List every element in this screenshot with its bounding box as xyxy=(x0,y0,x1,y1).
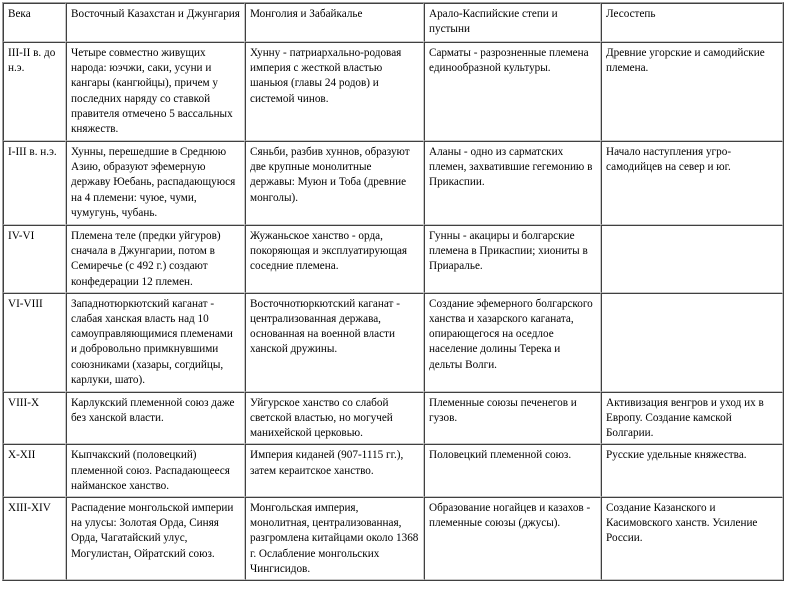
cell-aral-caspian: Гунны - акациры и болгарские племена в Прикаспии; хиониты в Приаралье. xyxy=(424,225,601,293)
cell-century: VI-VIII xyxy=(3,293,66,392)
cell-century: III-II в. до н.э. xyxy=(3,42,66,141)
cell-forest-steppe: Русские удельные княжества. xyxy=(601,444,783,497)
cell-east-kazakhstan: Карлукский племенной союз даже без ханской власти. xyxy=(66,392,245,445)
cell-century: IV-VI xyxy=(3,225,66,293)
cell-mongolia: Восточнотюркютский каганат - централизованная держава, основанная на военной власти ханской дружины. xyxy=(245,293,424,392)
table-header-row xyxy=(3,3,783,42)
cell-east-kazakhstan: Распадение монгольской империи на улусы: Золотая Орда, Синяя Орда, Чагатайский улус, Могулистан, Ойратский союз. xyxy=(66,497,245,580)
header-east-kazakhstan: Восточный Казахстан и Джунгария xyxy=(66,3,245,42)
table-row xyxy=(3,42,783,141)
cell-forest-steppe: Создание Казанского и Касимовского ханств. Усиление России. xyxy=(601,497,783,580)
cell-east-kazakhstan: Кыпчакский (половецкий) племенной союз. Распадающееся найманское ханство. xyxy=(66,444,245,497)
cell-mongolia: Сяньби, разбив хуннов, образуют две крупные монолитные державы: Муюн и Тоба (древние монголы). xyxy=(245,141,424,225)
header-centuries: Века xyxy=(3,3,66,42)
cell-mongolia: Жужаньское ханство - орда, покоряющая и эксплуатирующая соседние племена. xyxy=(245,225,424,293)
cell-aral-caspian: Создание эфемерного болгарского ханства и хазарского каганата, опирающегося на оседлое население долины Терека и дельты Волги. xyxy=(424,293,601,392)
cell-forest-steppe xyxy=(601,225,783,293)
cell-forest-steppe: Древние угорские и самодийские племена. xyxy=(601,42,783,141)
cell-aral-caspian: Сарматы - разрозненные племена единообразной культуры. xyxy=(424,42,601,141)
table-row xyxy=(3,497,783,580)
cell-forest-steppe: Начало наступления угро-самодийцев на север и юг. xyxy=(601,141,783,225)
cell-century: X-XII xyxy=(3,444,66,497)
cell-east-kazakhstan: Хунны, перешедшие в Среднюю Азию, образуют эфемерную державу Юебань, распадающуюся на 4 племени: чуюе, чуми, чумугунь, чубань. xyxy=(66,141,245,225)
table-row xyxy=(3,141,783,225)
cell-aral-caspian: Образование ногайцев и казахов - племенные союзы (джусы). xyxy=(424,497,601,580)
table-row xyxy=(3,225,783,293)
cell-forest-steppe xyxy=(601,293,783,392)
cell-century: I-III в. н.э. xyxy=(3,141,66,225)
cell-mongolia: Империя киданей (907-1115 гг.), затем кераитское ханство. xyxy=(245,444,424,497)
table-row xyxy=(3,392,783,445)
cell-mongolia: Монгольская империя, монолитная, централизованная, разгромлена китайцами около 1368 г. Ослабление монгольских Чингисидов. xyxy=(245,497,424,580)
cell-aral-caspian: Половецкий племенной союз. xyxy=(424,444,601,497)
cell-century: VIII-X xyxy=(3,392,66,445)
table-row xyxy=(3,444,783,497)
table-row xyxy=(3,293,783,392)
cell-aral-caspian: Аланы - одно из сарматских племен, захватившие гегемонию в Прикаспии. xyxy=(424,141,601,225)
cell-east-kazakhstan: Племена теле (предки уйгуров) сначала в Джунгарии, потом в Семиречье (с 492 г.) создают конфедерации 12 племен. xyxy=(66,225,245,293)
cell-mongolia: Хунну - патриархально-родовая империя с жесткой властью шаньюя (главы 24 родов) и системой чинов. xyxy=(245,42,424,141)
header-forest-steppe: Лесостепь xyxy=(601,3,783,42)
header-aral-caspian: Арало-Каспийские степи и пустыни xyxy=(424,3,601,42)
history-table xyxy=(2,2,784,581)
cell-forest-steppe: Активизация венгров и уход их в Европу. Создание камской Болгарии. xyxy=(601,392,783,445)
cell-aral-caspian: Племенные союзы печенегов и гузов. xyxy=(424,392,601,445)
cell-century: XIII-XIV xyxy=(3,497,66,580)
cell-east-kazakhstan: Западнотюркютский каганат - слабая ханская власть над 10 самоуправляющимися племенами и добровольно примкнувшими союзниками (хазары, согдийцы, карлуки, шато). xyxy=(66,293,245,392)
header-mongolia: Монголия и Забайкалье xyxy=(245,3,424,42)
cell-mongolia: Уйгурское ханство со слабой светской властью, но могучей манихейской церковью. xyxy=(245,392,424,445)
cell-east-kazakhstan: Четыре совместно живущих народа: юэчжи, саки, усуни и кангары (кангюйцы), причем у последних наряду со ставкой правителя отмечено 5 вассальных княжеств. xyxy=(66,42,245,141)
